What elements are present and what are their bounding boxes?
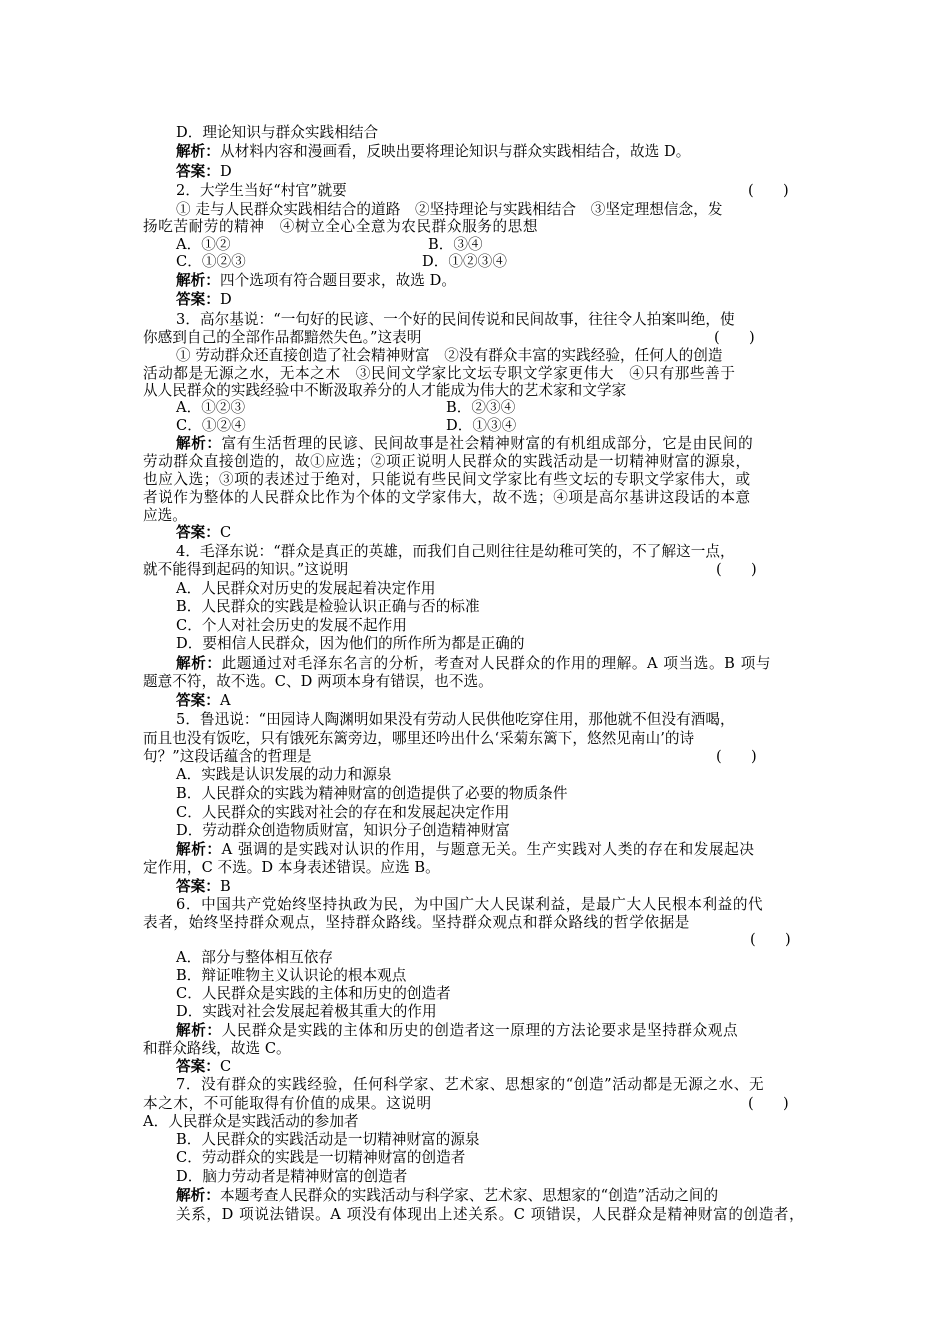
- line-text: 定作用，C 不选。D 本身表述错误。应选 B。: [143, 859, 440, 876]
- text-line: [176, 181, 347, 200]
- line-text: B．人民群众的实践是检验认识正确与否的标准: [176, 598, 480, 615]
- line-text: D．理论知识与群众实践相结合: [176, 124, 379, 141]
- option-text: B．③④: [428, 236, 483, 253]
- text-line: [143, 1112, 359, 1131]
- answer-parentheses: ( ): [716, 561, 757, 578]
- text-line: [176, 123, 378, 142]
- line-text: B．人民群众的实践活动是一切精神财富的源泉: [176, 1131, 480, 1148]
- text-line: [176, 654, 771, 673]
- option-text: D．①③④: [446, 417, 517, 434]
- label-bold: 解析：: [176, 143, 220, 160]
- line-text: ① 走与人民群众实践相结合的道路 ②坚持理论与实践相结合 ③坚定理想信念，发: [176, 201, 723, 218]
- text-line: [176, 1075, 764, 1094]
- line-text: 2．大学生当好“村官”就要: [176, 182, 347, 199]
- line-text: 四个选项有符合题目要求，故选 D。: [219, 272, 457, 289]
- text-line: [176, 542, 735, 561]
- line-text: B．人民群众的实践为精神财富的创造提供了必要的物质条件: [176, 785, 568, 802]
- line-text: 此题通过对毛泽东名言的分析，考查对人民群众的作用的理解。A 项当选。B 项与: [221, 655, 772, 672]
- line-text: A．部分与整体相互依存: [176, 949, 334, 966]
- line-text: 3．高尔基说：“一句好的民谚、一个好的民间传说和民间故事，往往令人拍案叫绝，使: [176, 311, 735, 328]
- text-line: [176, 710, 735, 729]
- line-text: 本之木，不可能取得有价值的成果。这说明: [143, 1095, 432, 1112]
- text-line: [176, 877, 231, 896]
- line-text: 关系，D 项说法错误。A 项没有体现出上述关系。C 项错误，人民群众是精神财富的创造者，: [176, 1206, 805, 1223]
- text-line: [176, 1021, 738, 1040]
- text-line: [176, 1130, 480, 1149]
- label-bold: 解析：: [176, 841, 222, 858]
- line-text: 7．没有群众的实践经验，任何科学家、艺术家、思想家的“创造”活动都是无源之水、无: [176, 1076, 765, 1093]
- line-text: 从材料内容和漫画看，反映出要将理论知识与群众实践相结合，故选 D。: [219, 143, 691, 160]
- line-text: 者说作为整体的人民群众比作为个体的文学家伟大，故不选；④项是高尔基讲这段话的本意: [143, 489, 751, 506]
- text-line: [176, 597, 480, 616]
- line-text: D．脑力劳动者是精神财富的创造者: [176, 1168, 408, 1185]
- answer-parentheses: ( ): [748, 182, 789, 199]
- text-line: [143, 488, 751, 507]
- text-line: [176, 895, 763, 914]
- line-text: A．人民群众对历史的发展起着决定作用: [176, 580, 436, 597]
- line-text: ① 劳动群众还直接创造了社会精神财富 ②没有群众丰富的实践经验，任何人的创造: [176, 347, 723, 364]
- line-text: D．劳动群众创造物质财富，知识分子创造精神财富: [176, 822, 510, 839]
- text-line: [143, 913, 690, 932]
- label-bold: 答案：: [176, 692, 220, 709]
- text-line: [176, 948, 333, 967]
- text-line: [143, 217, 538, 236]
- text-line: [143, 1094, 432, 1113]
- text-line: [143, 470, 751, 489]
- label-bold: 答案：: [176, 878, 220, 895]
- line-text: 也应入选；③项的表述过于绝对，只能说有些民间文学家比有些文坛的专职文学家伟大，或: [143, 471, 751, 488]
- line-text: 从人民群众的实践经验中不断汲取养分的人才能成为伟大的艺术家和文学家: [143, 382, 627, 399]
- text-line: [143, 328, 421, 347]
- line-text: C．①②③: [176, 253, 246, 270]
- text-line: [143, 858, 440, 877]
- line-text: 而且也没有饭吃，只有饿死东篱旁边，哪里还吟出什么‘采菊东篱下，悠然见南山’的诗: [143, 730, 695, 747]
- text-line: [176, 803, 509, 822]
- line-text: A: [219, 692, 231, 709]
- line-text: D: [219, 291, 232, 308]
- label-bold: 解析：: [176, 1187, 220, 1204]
- label-bold: 解析：: [176, 1022, 222, 1039]
- line-text: 扬吃苦耐劳的精神 ④树立全心全意为农民群众服务的思想: [143, 218, 539, 235]
- text-line: [176, 616, 407, 635]
- text-line: [176, 1167, 407, 1186]
- text-line: [143, 729, 694, 748]
- line-text: 6．中国共产党始终坚持执政为民，为中国广大人民谋利益，是最广大人民根本利益的代: [176, 896, 764, 913]
- text-line: [176, 1205, 804, 1224]
- text-line: [176, 142, 690, 161]
- line-text: 句？”这段话蕴含的哲理是: [143, 748, 312, 765]
- text-line: [176, 1057, 231, 1076]
- line-text: 应选。: [143, 507, 187, 524]
- line-text: 你感到自己的全部作品都黯然失色。”这表明: [143, 329, 422, 346]
- answer-parentheses: ( ): [748, 1095, 789, 1112]
- line-text: C: [219, 1058, 232, 1075]
- text-line: [143, 747, 312, 766]
- line-text: B．辩证唯物主义认识论的根本观点: [176, 967, 407, 984]
- line-text: C．人民群众的实践对社会的存在和发展起决定作用: [176, 804, 510, 821]
- line-text: 5．鲁迅说：“田园诗人陶渊明如果没有劳动人民供他吃穿住用，那他就不但没有酒喝，: [176, 711, 735, 728]
- answer-parentheses: ( ): [716, 748, 757, 765]
- text-line: [176, 691, 231, 710]
- text-line: [176, 634, 525, 653]
- text-line: [176, 290, 232, 309]
- answer-parentheses: ( ): [750, 931, 791, 948]
- label-bold: 解析：: [176, 655, 222, 672]
- text-line: [176, 821, 510, 840]
- text-line: [176, 271, 456, 290]
- line-text: 本题考查人民群众的实践活动与科学家、艺术家、思想家的“创造”活动之间的: [219, 1187, 719, 1204]
- line-text: B: [219, 878, 231, 895]
- text-line: [176, 840, 755, 859]
- line-text: 富有生活哲理的民谚、民间故事是社会精神财富的有机组成部分，它是由民间的: [221, 435, 754, 452]
- line-text: D．实践对社会发展起着极其重大的作用: [176, 1003, 437, 1020]
- option-text: D．①②③④: [422, 253, 507, 270]
- text-line: [176, 523, 231, 542]
- line-text: A．人民群众是实践活动的参加者: [143, 1113, 359, 1130]
- text-line: [143, 672, 493, 691]
- text-line: [176, 1148, 465, 1167]
- line-text: 题意不符，故不选。C、D 两项本身有错误，也不选。: [143, 673, 493, 690]
- line-text: D: [219, 163, 232, 180]
- line-text: C．劳动群众的实践是一切精神财富的创造者: [176, 1149, 466, 1166]
- text-line: [143, 560, 348, 579]
- line-text: A．①②: [176, 236, 231, 253]
- line-text: C．①②④: [176, 417, 246, 434]
- answer-parentheses: ( ): [714, 329, 755, 346]
- line-text: 人民群众是实践的主体和历史的创造者这一原理的方法论要求是坚持群众观点: [221, 1022, 739, 1039]
- label-bold: 解析：: [176, 435, 222, 452]
- line-text: C: [219, 524, 232, 541]
- text-line: [176, 252, 246, 271]
- text-line: [176, 1186, 718, 1205]
- text-line: [176, 162, 232, 181]
- label-bold: 答案：: [176, 291, 220, 308]
- option-text: B．②③④: [446, 399, 516, 416]
- text-line: [176, 398, 245, 417]
- line-text: 4．毛泽东说：“群众是真正的英雄，而我们自己则往往是幼稚可笑的，不了解这一点，: [176, 543, 735, 560]
- text-line: [176, 434, 753, 453]
- label-bold: 解析：: [176, 272, 220, 289]
- text-line: [176, 416, 246, 435]
- line-text: C．人民群众是实践的主体和历史的创造者: [176, 985, 451, 1002]
- text-line: [143, 1039, 291, 1058]
- line-text: 劳动群众直接创造的，故①应选；②项正说明人民群众的实践活动是一切精神财富的源泉，: [143, 453, 751, 470]
- line-text: D．要相信人民群众，因为他们的所作所为都是正确的: [176, 635, 525, 652]
- line-text: 就不能得到起码的知识。”这说明: [143, 561, 349, 578]
- text-line: [176, 966, 406, 985]
- label-bold: 答案：: [176, 524, 220, 541]
- line-text: A 强调的是实践对认识的作用，与题意无关。生产实践对人类的存在和发展起决: [221, 841, 755, 858]
- text-line: [176, 310, 735, 329]
- text-line: [176, 346, 723, 365]
- line-text: A．实践是认识发展的动力和源泉: [176, 766, 392, 783]
- text-line: [176, 984, 451, 1003]
- line-text: 活动都是无源之水，无本之木 ③民间文学家比文坛专职文学家更伟大 ④只有那些善于: [143, 365, 736, 382]
- text-line: [143, 452, 751, 471]
- text-line: [176, 1002, 437, 1021]
- text-line: [176, 765, 392, 784]
- text-line: [176, 784, 568, 803]
- label-bold: 答案：: [176, 1058, 220, 1075]
- line-text: C．个人对社会历史的发展不起作用: [176, 617, 407, 634]
- text-line: [176, 579, 436, 598]
- line-text: 和群众路线，故选 C。: [143, 1040, 291, 1057]
- line-text: 表者，始终坚持群众观点，坚持群众路线。坚持群众观点和群众路线的哲学依据是: [143, 914, 690, 931]
- label-bold: 答案：: [176, 163, 220, 180]
- line-text: A．①②③: [176, 399, 246, 416]
